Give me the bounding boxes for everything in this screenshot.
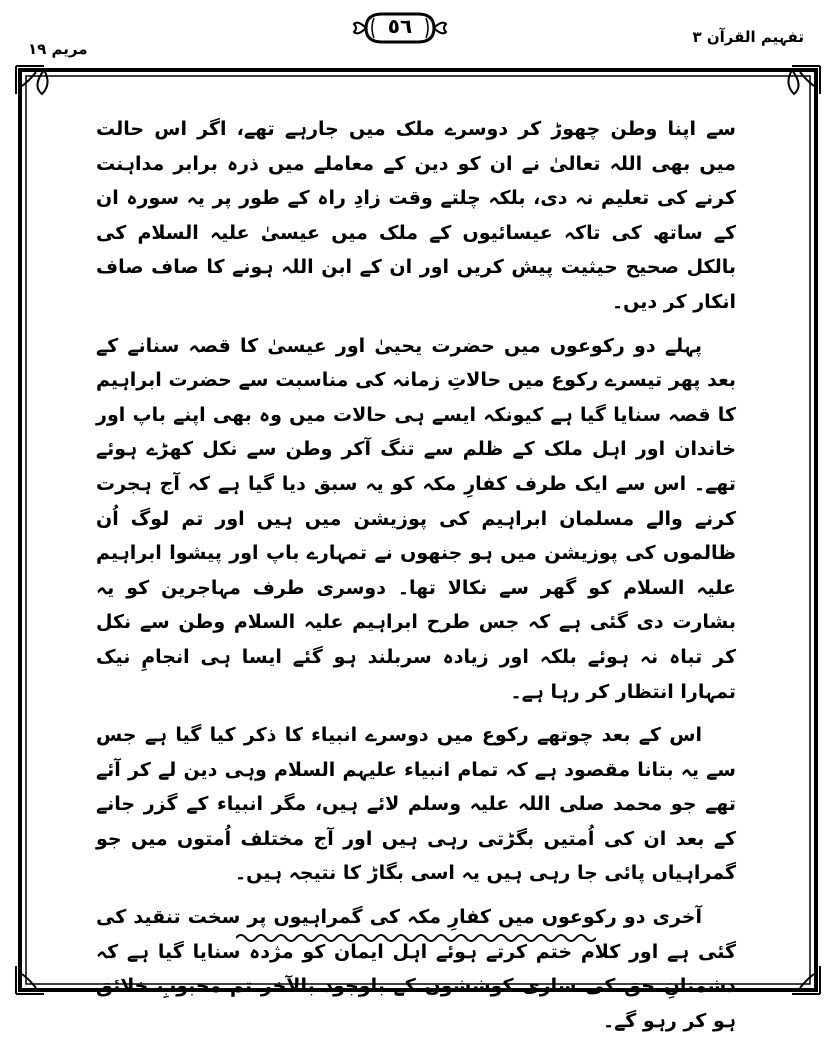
paragraph-1: سے اپنا وطن چھوڑ کر دوسرے ملک میں جارہے تھے، اگر اس حالت میں بھی اللہ تعالیٰ نے ان کو دین کے معاملے میں ذرہ برابر مداہنت کرنے کی تعلیم نہ دی، بلکہ چلتے وقت زادِ راہ کے طور پر یہ سورہ ان کے ساتھ کی تاکہ عیسائیوں کے ملک میں عیسیٰ علیہ السلام کی بالکل صحیح حیثیت پیش کریں اور ان کے ابن اللہ ہونے کا صاف صاف انکار کر دیں۔ [96, 118, 736, 313]
paragraph-3: اس کے بعد چوتھے رکوع میں دوسرے انبیاء کا ذکر کیا گیا ہے جس سے یہ بتانا مقصود ہے کہ تمام انبیاء علیہم السلام وہی دین لے کر آئے تھے جو محمد صلی اللہ علیہ وسلم لائے ہیں، مگر انبیاء کے گزر جانے کے بعد ان کی اُمتیں بگڑتی رہی ہیں اور آج مختلف اُمتوں میں جو گمراہیاں پائی جا رہی ہیں یہ اسی بگاڑ کا نتیجہ ہیں۔ [96, 724, 736, 885]
surah-reference: مریم ١٩ [28, 40, 88, 58]
commentary-text [96, 112, 736, 1047]
book-title: تفہیم القرآن ٣ [692, 28, 804, 46]
paragraph-2: پہلے دو رکوعوں میں حضرت یحییٰ اور عیسیٰ کا قصہ سنانے کے بعد پھر تیسرے رکوع میں حالاتِ زمانہ کی مناسبت سے حضرت ابراہیم کا قصہ سنایا گیا ہے کیونکہ ایسے ہی حالات میں وہ بھی اپنے باپ اور خاندان اور اہل ملک کے ظلم سے تنگ آکر وطن سے نکل کھڑے ہوئے تھے۔ اس سے ایک طرف کفارِ مکہ کو یہ سبق دیا گیا ہے کہ آج ہجرت کرنے والے مسلمان ابراہیم کی پوزیشن میں ہیں اور تم لوگ اُن ظالموں کی پوزیشن میں ہو جنھوں نے تمہارے باپ اور پیشوا ابراہیم علیہ السلام کو گھر سے نکالا تھا۔ دوسری طرف مہاجرین کو یہ بشارت دی گئی ہے کہ جس طرح ابراہیم علیہ السلام وطن سے نکل کر تباہ نہ ہوئے بلکہ اور زیادہ سربلند ہو گئے ایسا ہی انجامِ نیک تمہارا انتظار کر رہا ہے۔ [96, 334, 736, 703]
page-number: ٥٦ [387, 14, 413, 38]
page-number-cartouche-icon [352, 8, 448, 48]
wavy-divider-icon [236, 930, 596, 944]
paragraph-4: آخری دو رکوعوں میں کفارِ مکہ کی گمراہیوں پر سخت تنقید کی گئی ہے اور کلام ختم کرتے ہوئے اہل ایمان کو مژدہ سنایا گیا ہے کہ دشمنانِ حق کی ساری کوششوں کے باوجود بالآخر تم محبوبِ خلائق ہو کر رہو گے۔ [96, 906, 736, 1032]
